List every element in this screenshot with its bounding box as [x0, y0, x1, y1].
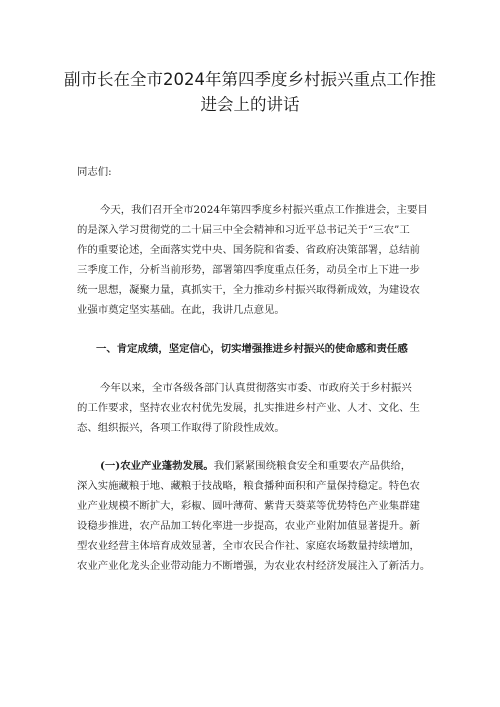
- section-heading-1: 一、肯定成绩，坚定信心，切实增强推进乡村振兴的使命感和责任感: [96, 343, 408, 355]
- para1-line: 的是深入学习贯彻党的二十届三中全会精神和习近平总书记关于“三农”工: [77, 224, 410, 236]
- subheading-agriculture: (一)农业产业蓬勃发展。: [100, 460, 214, 472]
- para1-line: 业强市奠定坚实基础。在此，我讲几点意见。: [77, 304, 285, 316]
- para1-line: 统一思想，凝聚力量，真抓实干，全力推动乡村振兴取得新成效，为建设农: [77, 284, 420, 296]
- para1-line: 三季度工作，分析当前形势，部署第四季度重点任务，动员全市上下进一步: [77, 264, 420, 276]
- para3-line: 设稳步推进，农产品加工转化率进一步提高，农业产业附加值显著提升。新: [77, 520, 420, 532]
- para3-line: 型农业经营主体培育成效显著，全市农民合作社、家庭农场数量持续增加，: [77, 540, 420, 552]
- para3-line: 业产业规模不断扩大，彩椒、圆叶薄荷、紫背天葵菜等优势特色产业集群建: [77, 500, 420, 512]
- para3-first-line: [100, 460, 411, 472]
- salutation: 同志们:: [77, 166, 112, 178]
- para1-line: 今天，我们召开全市2024年第四季度乡村振兴重点工作推进会，主要目: [100, 204, 428, 216]
- para2-line: 今年以来，全市各级各部门认真贯彻落实市委、市政府关于乡村振兴: [100, 382, 412, 394]
- para3-line: 深入实施藏粮于地、藏粮于技战略，粮食播种面积和产量保持稳定。特色农: [77, 480, 420, 492]
- para2-line: 的工作要求，坚持农业农村优先发展，扎实推进乡村产业、人才、文化、生: [77, 402, 420, 414]
- para3-line: 农业产业化龙头企业带动能力不断增强，为农业农村经济发展注入了新活力。: [77, 560, 431, 572]
- para2-line: 态、组织振兴，各项工作取得了阶段性成效。: [77, 422, 285, 434]
- document-title-line-1: 副市长在全市2024年第四季度乡村振兴重点工作推: [64, 70, 436, 89]
- para1-line: 作的重要论述，全面落实党中央、国务院和省委、省政府决策部署，总结前: [77, 244, 420, 256]
- document-title-line-2: 进会上的讲话: [200, 95, 300, 114]
- para3-first-line-text: 我们紧紧围绕粮食安全和重要农产品供给，: [213, 460, 412, 472]
